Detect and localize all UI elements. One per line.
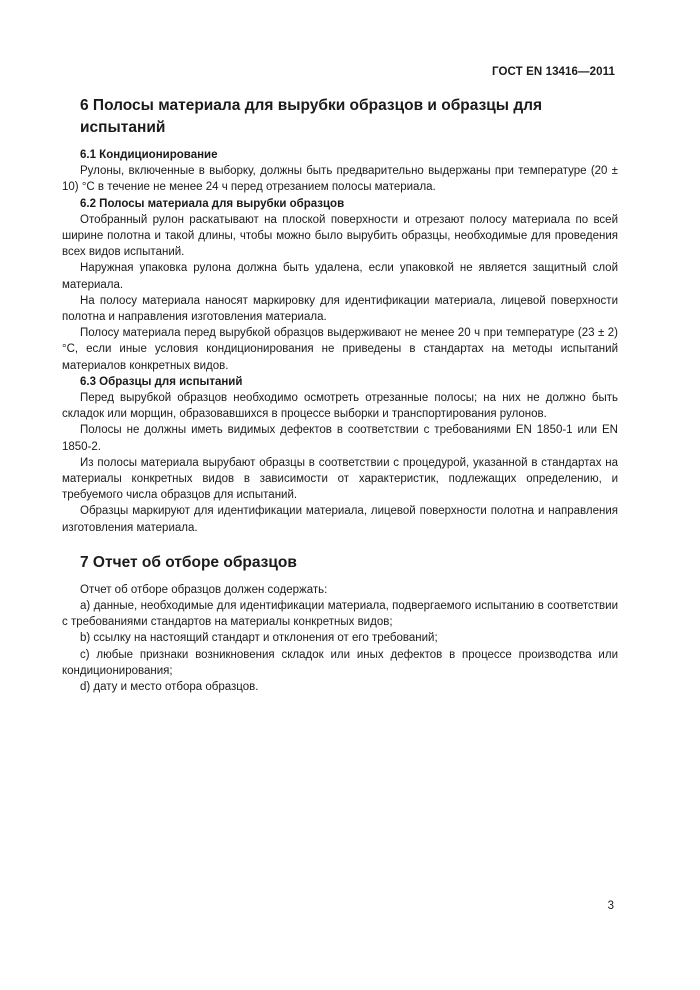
list-item: с) любые признаки возникновения складок или иных дефектов в процессе производства или кондиционирования; <box>62 648 618 677</box>
section-6-title: 6 Полосы материала для вырубки образцов и образцы для испытаний <box>80 97 543 136</box>
section-7-title: 7 Отчет об отборе образцов <box>80 553 297 571</box>
paragraph: Отобранный рулон раскатывают на плоской поверхности и отрезают полосу материала по всей ширине полотна и такой длины, чтобы можно было вырубить образцы, необходимые для проведения всех видов испытаний. <box>62 213 618 259</box>
paragraph: Наружная упаковка рулона должна быть удалена, если упаковкой не является защитный слой материала. <box>62 262 618 291</box>
list-item: а) данные, необходимые для идентификации материала, подвергаемого испытанию в соответствии с требованиями стандартов на материалы конкретных видов; <box>62 600 618 629</box>
page-content <box>62 95 618 695</box>
paragraph: Перед вырубкой образцов необходимо осмотреть отрезанные полосы; на них не должно быть складок или морщин, образовавшихся в процессе выборки и транспортирования рулонов. <box>62 392 618 421</box>
paragraph: Отчет об отборе образцов должен содержать: <box>80 583 328 596</box>
paragraph: Полосы не должны иметь видимых дефектов в соответствии с требованиями EN 1850-1 или EN 1850-2. <box>62 424 618 453</box>
document-id-header: ГОСТ EN 13416—2011 <box>492 66 615 78</box>
subsection-6-3-title: 6.3 Образцы для испытаний <box>80 375 243 388</box>
list-item: b) ссылку на настоящий стандарт и отклонения от его требований; <box>80 632 438 645</box>
paragraph: Из полосы материала вырубают образцы в соответствии с процедурой, указанной в стандартах на материалы конкретных видов в зависимости от характеристик, подлежащих определению, и требуемого числа образцов для испытаний. <box>62 456 618 502</box>
page-number: 3 <box>607 900 614 912</box>
list-item: d) дату и место отбора образцов. <box>80 681 259 694</box>
subsection-6-1-title: 6.1 Кондиционирование <box>80 149 218 161</box>
paragraph: Образцы маркируют для идентификации материала, лицевой поверхности полотна и направления изготовления материала. <box>62 505 618 534</box>
paragraph: Полосу материала перед вырубкой образцов выдерживают не менее 20 ч при температуре (23 ± 2) °С, если иные условия кондиционирования не приведены в стандартах на методы испытаний материалов конкретных видов. <box>62 327 618 372</box>
paragraph: Рулоны, включенные в выборку, должны быть предварительно выдержаны при температуре (20 ± 10) °С в течение не менее 24 ч перед отрезанием полосы материала. <box>62 165 618 194</box>
paragraph: На полосу материала наносят маркировку для идентификации материала, лицевой поверхности полотна и направления изготовления материала. <box>62 294 618 324</box>
subsection-6-2-title: 6.2 Полосы материала для вырубки образцов <box>80 197 345 210</box>
